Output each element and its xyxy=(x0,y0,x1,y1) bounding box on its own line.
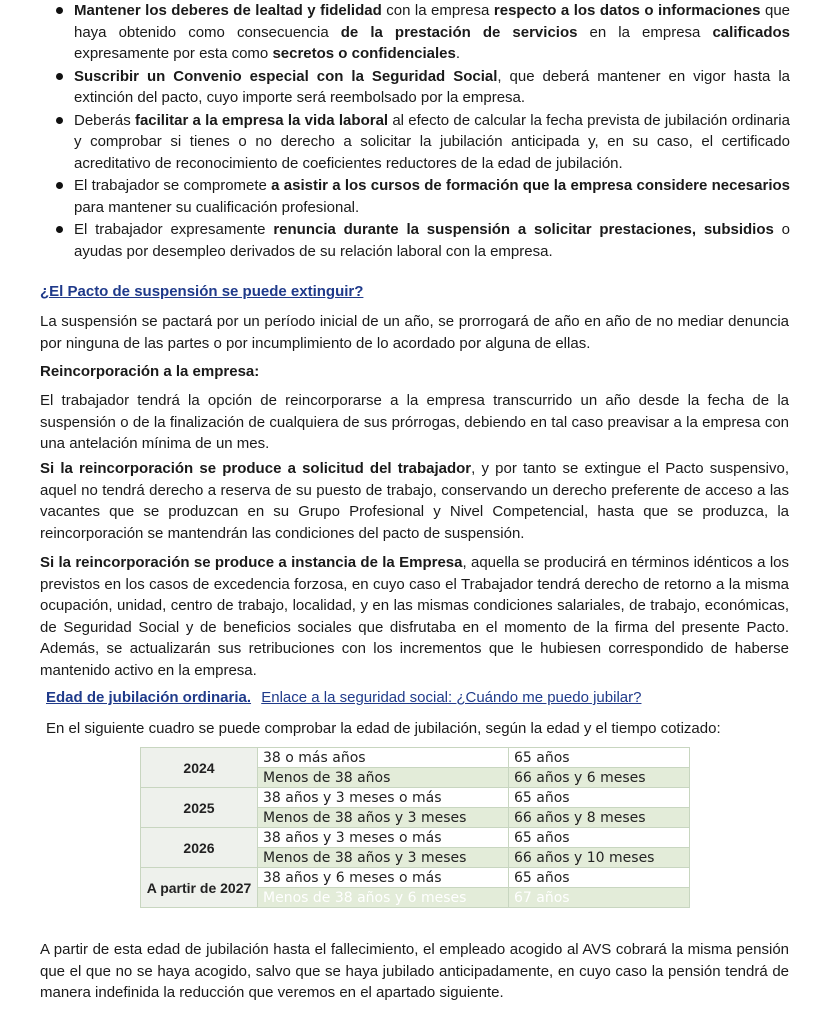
age-cell: 65 años xyxy=(509,828,690,848)
bullet-item xyxy=(52,110,790,175)
contribution-cell: Menos de 38 años y 3 meses xyxy=(258,808,509,828)
bullet-icon xyxy=(56,226,63,233)
paragraph-company-request: Si la reincorporación se produce a instancia de la Empresa, aquella se producirá en términos idénticos a los previstos en los casos de excedencia forzosa, en cuyo caso el Trabajador tendrá derecho de retorno a la misma ocupación, unidad, centro de trabajo, localidad, y en las mismas condiciones salariales, de trabajo, económicas, de Seguridad Social y de beneficios sociales que disfrutaba en el momento de la firma del presente Pacto. Además, se actualizarán sus retribuciones con los incrementos que le hubiesen correspondido de haberse mantenido activo en la empresa. xyxy=(40,554,789,679)
section-heading-extinguir[interactable]: ¿El Pacto de suspensión se puede extinguir? xyxy=(40,283,364,300)
contribution-cell: 38 años y 3 meses o más xyxy=(258,788,509,808)
age-cell: 65 años xyxy=(509,868,690,888)
age-cell: 66 años y 10 meses xyxy=(509,848,690,868)
year-cell: A partir de 2027 xyxy=(141,868,258,908)
contribution-cell: 38 o más años xyxy=(258,748,509,768)
contribution-cell: 38 años y 3 meses o más xyxy=(258,828,509,848)
paragraph-suspension: La suspensión se pactará por un período inicial de un año, se prorrogará de año en año de no mediar denuncia por ninguna de las partes o por incumplimiento de lo acordado por alguna de ellas. xyxy=(40,313,789,352)
paragraph-reincorporation: El trabajador tendrá la opción de reincorporarse a la empresa transcurrido un año desde la fecha de la suspensión o de la finalización de cualquiera de sus prórrogas, debiendo en tal caso preavisar a la empresa con una antelación mínima de un mes. xyxy=(40,392,789,452)
age-cell: 65 años xyxy=(509,788,690,808)
bullet-text: Deberás facilitar a la empresa la vida laboral al efecto de calcular la fecha prevista de jubilación ordinaria y comprobar si tienes o no derecho a solicitar la jubilación anticipada y, en su caso, el certificado acreditativo de reconocimiento de coeficientes reductores de la edad de jubilación. xyxy=(74,111,790,172)
bullet-item xyxy=(52,0,790,65)
contribution-cell: 38 años y 6 meses o más xyxy=(258,868,509,888)
retirement-age-heading xyxy=(46,689,641,706)
bullet-icon xyxy=(56,182,63,189)
table-row xyxy=(141,868,690,888)
table-row xyxy=(141,788,690,808)
age-cell: 65 años xyxy=(509,748,690,768)
year-cell: 2026 xyxy=(141,828,258,868)
bullet-icon xyxy=(56,7,63,14)
age-cell: 66 años y 6 meses xyxy=(509,768,690,788)
bullet-icon xyxy=(56,117,63,124)
bullet-icon xyxy=(56,73,63,80)
bullet-item xyxy=(52,175,790,218)
obligations-list xyxy=(52,0,790,263)
retirement-age-table xyxy=(140,747,690,908)
reincorporation-heading: Reincorporación a la empresa: xyxy=(40,363,260,380)
contribution-cell: Menos de 38 años xyxy=(258,768,509,788)
year-cell: 2024 xyxy=(141,748,258,788)
year-cell: 2025 xyxy=(141,788,258,828)
contribution-cell: Menos de 38 años y 6 meses xyxy=(258,888,509,908)
social-security-link[interactable]: Enlace a la seguridad social: ¿Cuándo me puedo jubilar? xyxy=(261,689,642,706)
retirement-age-title: Edad de jubilación ordinaria. xyxy=(46,689,252,706)
table-row xyxy=(141,828,690,848)
table-intro-text: En el siguiente cuadro se puede comprobar la edad de jubilación, según la edad y el tiempo cotizado: xyxy=(46,720,721,737)
contribution-cell: Menos de 38 años y 3 meses xyxy=(258,848,509,868)
bullet-item xyxy=(52,219,790,262)
bullet-text: El trabajador se compromete a asistir a los cursos de formación que la empresa considere necesarios para mantener su cualificación profesional. xyxy=(74,177,790,216)
bullet-text: El trabajador expresamente renuncia durante la suspensión a solicitar prestaciones, subsidios o ayudas por desempleo derivados de su relación laboral con la empresa. xyxy=(74,221,790,260)
paragraph-final: A partir de esta edad de jubilación hasta el fallecimiento, el empleado acogido al AVS cobrará la misma pensión que el que no se haya acogido, salvo que se haya jubilado anticipadamente, en cuyo caso la pensión tendrá de manera indefinida la reducción que veremos en el apartado siguiente. xyxy=(40,941,789,1001)
bullet-text: Suscribir un Convenio especial con la Seguridad Social, que deberá mantener en vigor hasta la extinción del pacto, cuyo importe será reembolsado por la empresa. xyxy=(74,67,791,106)
table-row xyxy=(141,748,690,768)
age-cell: 67 años xyxy=(509,888,690,908)
paragraph-worker-request: Si la reincorporación se produce a solicitud del trabajador, y por tanto se extingue el Pacto suspensivo, aquel no tendrá derecho a reserva de su puesto de trabajo, conservando un derecho preferente de acceso a las vacantes que se produzcan en su Grupo Profesional y Nivel Competencial, hasta que se produzca, la reincorporación se mantendrán las condiciones del pacto de suspensión. xyxy=(40,460,789,542)
age-cell: 66 años y 8 meses xyxy=(509,808,690,828)
bullet-item xyxy=(52,66,790,109)
bullet-text: Mantener los deberes de lealtad y fidelidad con la empresa respecto a los datos o informaciones que haya obtenido como consecuencia de la prestación de servicios en la empresa calificados expresamente por esta como secretos o confidenciales. xyxy=(74,2,791,62)
